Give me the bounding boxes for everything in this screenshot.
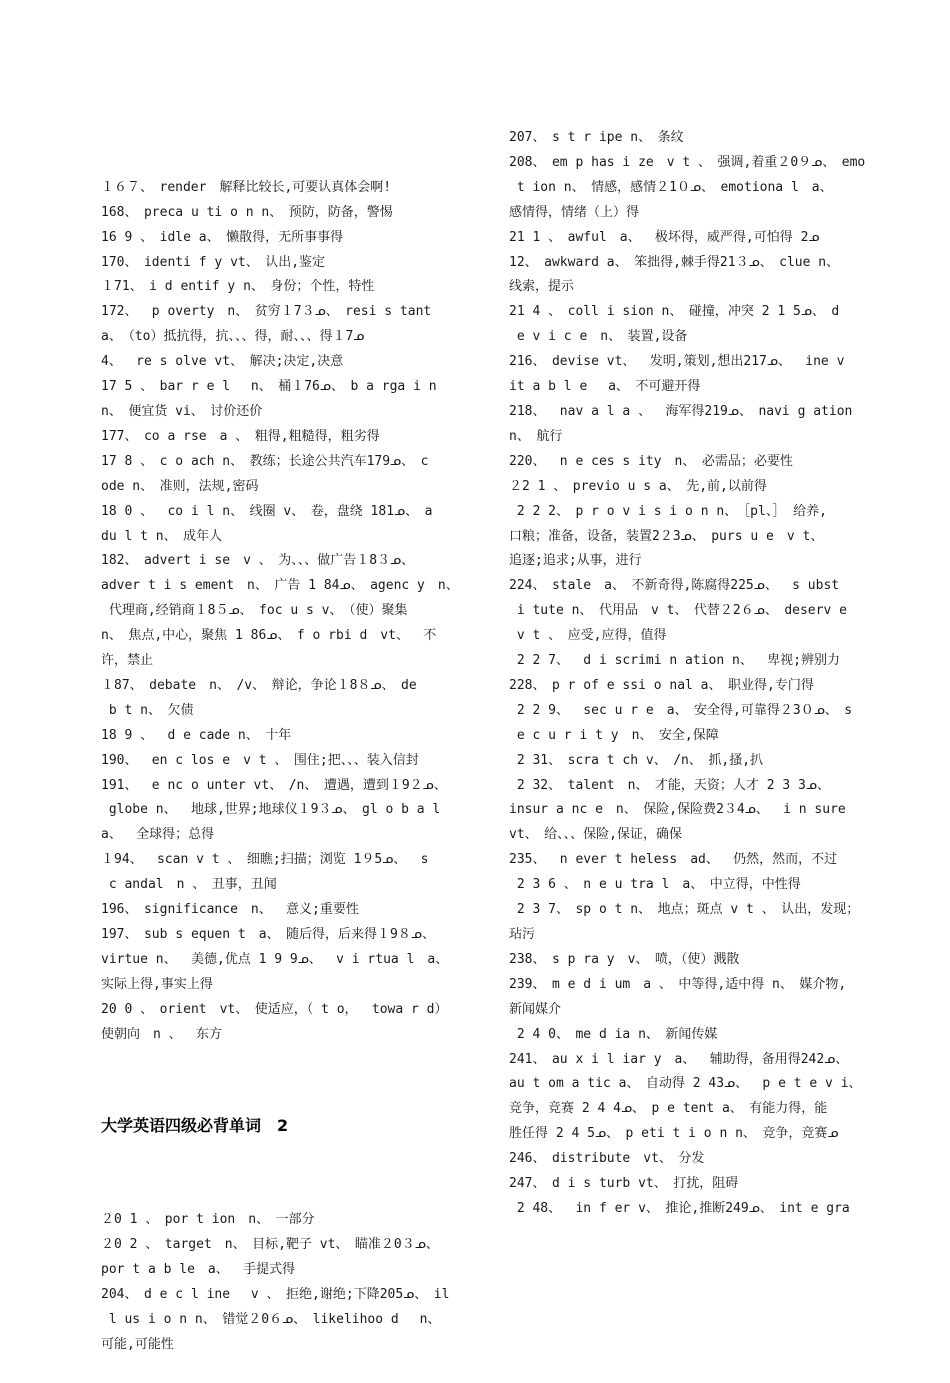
word-entry-line: 2 32、 talent n、 才能，天资；人才 2 3 3ᓄ、 xyxy=(509,777,830,793)
left-column xyxy=(101,126,487,1383)
word-entry-line: 线索，提示 xyxy=(509,279,575,295)
word-entry-line: 20 0 、 orient vt、 使适应，（ t o， towa r d） xyxy=(101,1001,448,1017)
word-entry-line: globe n、 地球,世界;地球仪１9３ᓄ、 gl o b a l xyxy=(101,802,441,818)
word-entry-line: adver t i s ement n、 广告 1 84ᓄ、 agenc y n、 xyxy=(101,578,459,594)
word-entry-line: ２0 2 、 target n、 目标,靶子 vt、 瞄准２0３ᓄ、 xyxy=(101,1237,439,1253)
word-entry-line: 216、 devise vt、 发明,策划,想出217ᓄ、 ine v xyxy=(509,354,845,370)
word-entry-line: 2 31、 scra t ch v、 /n、 抓,搔,扒 xyxy=(509,752,764,768)
word-entry-line: n、 焦点,中心，聚焦 1 86ᓄ、 f o rbi d vt、 不 xyxy=(101,628,437,644)
word-entry-line: １６７、 render 解释比较长,可要认真体会啊! xyxy=(101,179,392,195)
word-entry-line: 2 3 7、 sp o t n、 地点；斑点 v t 、 认出，发现； xyxy=(509,902,860,918)
word-entry-line: 168、 preca u ti o n n、 预防，防备，警惕 xyxy=(101,204,393,220)
word-entry-line: 代理商,经销商１8５ᓄ、 foc u s v、 （使）聚集 xyxy=(101,603,408,619)
word-entry-line: it a b l e a、 不可避开得 xyxy=(509,379,701,395)
word-entry-line: vt、 给、、、保险,保证，确保 xyxy=(509,827,682,843)
word-entry-line: ２0 1 、 por t ion n、 一部分 xyxy=(101,1212,315,1228)
left-entry-list xyxy=(101,176,487,1048)
word-entry-line: i tute n、 代用品 v t、 代替２2６ᓄ、 deserv e xyxy=(509,603,847,619)
word-entry-line: 可能,可能性 xyxy=(101,1336,174,1352)
word-entry-line: 228、 p r of e ssi o nal a、 职业得,专门得 xyxy=(509,677,814,693)
word-entry-line: 208、 em p has i ze v t 、 强调,着重２0９ᓄ、 emo xyxy=(509,154,866,170)
word-entry-line: １71、 i d entif y n、 身份；个性，特性 xyxy=(101,279,375,295)
word-entry-line: 使朝向 n 、 东方 xyxy=(101,1026,222,1042)
word-entry-line: virtue n、 美德,优点 1 9 9ᓄ、 v i rtua l a、 xyxy=(101,951,449,967)
word-entry-line: a、 全球得；总得 xyxy=(101,827,215,843)
word-entry-line: n、 便宜货 vi、 讨价还价 xyxy=(101,403,263,419)
word-entry-line: 247、 d i s turb vt、 打扰，阻碍 xyxy=(509,1176,739,1192)
word-entry-line: au t om a tic a、 自动得 2 43ᓄ、 p e t e v i、 xyxy=(509,1076,862,1092)
word-entry-line: 实际上得,事实上得 xyxy=(101,976,213,992)
word-entry-line: 玷污 xyxy=(509,927,536,942)
word-entry-line: 182、 advert i se v 、 为、、、做广告１8３ᓄ、 xyxy=(101,553,415,569)
word-entry-line: 4、 re s olve vt、 解决;决定,决意 xyxy=(101,354,344,370)
word-entry-line: 204、 d e c l ine v 、 拒绝,谢绝;下降205ᓄ、 il xyxy=(101,1286,450,1302)
word-entry-line: l us i o n n、 错觉２0６ᓄ、 likelihoo d n、 xyxy=(101,1311,441,1327)
word-entry-line: 246、 distribute vt、 分发 xyxy=(509,1151,705,1167)
word-entry-line: 18 0 、 co i l n、 线圈 v、 卷，盘绕 181ᓄ、 a xyxy=(101,503,433,519)
word-entry-line: 口粮；准备，设备，装置2２3ᓄ、 purs u e v t、 xyxy=(509,528,824,544)
word-entry-line: 191、 e nc o unter vt、 /n、 遭遇，遭到１9２ᓄ、 xyxy=(101,777,447,793)
right-column xyxy=(509,126,890,1222)
word-entry-line: 2 2 2、 p r o v i s i o n n、 ［pl、］ 给养, xyxy=(509,503,827,519)
word-entry-line: 239、 m e d i um a 、 中等得,适中得 n、 媒介物, xyxy=(509,976,847,992)
word-entry-line: e c u r i t y n、 安全,保障 xyxy=(509,727,719,743)
left-entry-list-continued xyxy=(101,1208,487,1357)
word-entry-line: 追逐;追求;从事，进行 xyxy=(509,553,642,569)
word-entry-line: 220、 n e ces s ity n、 必需品；必要性 xyxy=(509,453,793,469)
word-entry-line: 新闻媒介 xyxy=(509,1001,562,1017)
word-entry-line: 16 9 、 idle a、 懒散得，无所事事得 xyxy=(101,229,344,245)
word-entry-line: 许，禁止 xyxy=(101,653,154,669)
word-entry-line: 2 3 6 、 n e u tra l a、 中立得，中性得 xyxy=(509,877,801,893)
word-entry-line: 21 1 、 awful a、 极坏得，威严得,可怕得 2ᓄ xyxy=(509,229,820,245)
word-entry-line: 2 48、 in f er v、 推论,推断249ᓄ、 int e gra xyxy=(509,1200,850,1216)
word-entry-line: 177、 co a rse a 、 粗得,粗糙得，粗劣得 xyxy=(101,428,380,444)
word-entry-line: 224、 stale a、 不新奇得,陈腐得225ᓄ、 s ubst xyxy=(509,578,840,594)
word-entry-line: por t a b le a、 手提式得 xyxy=(101,1261,296,1277)
word-entry-line: 感情得，情绪（上）得 xyxy=(509,204,640,220)
word-entry-line: １87、 debate n、 /v、 辩论，争论１8８ᓄ、 de xyxy=(101,677,417,693)
word-entry-line: 18 9 、 d e cade n、 十年 xyxy=(101,727,292,743)
word-entry-line: 241、 au x i l iar y a、 辅助得，备用得242ᓄ、 xyxy=(509,1051,849,1067)
word-entry-line: du l t n、 成年人 xyxy=(101,528,223,544)
section-heading: 大学英语四级必背单词 2 xyxy=(101,1116,289,1136)
word-entry-line: 竞争，竞赛 2 4 4ᓄ、 p e tent a、 有能力得，能 xyxy=(509,1101,828,1117)
word-entry-line: 207、 s t r ipe n、 条纹 xyxy=(509,130,684,145)
word-entry-line: n、 航行 xyxy=(509,428,563,444)
word-entry-line: ２2 1 、 previo u s a、 先,前,以前得 xyxy=(509,478,767,494)
word-entry-line: 17 5 、 bar r e l n、 桶１76ᓄ、 b a rga i n xyxy=(101,379,437,395)
word-entry-line: c andal n 、 丑事，丑闻 xyxy=(101,877,277,893)
word-entry-line: 胜任得 2 4 5ᓄ、 p eti t i o n n、 竞争，竞赛ᓄ xyxy=(509,1126,839,1142)
word-entry-line: b t n、 欠债 xyxy=(101,702,194,718)
word-entry-line: 17 8 、 c o ach n、 教练；长途公共汽车179ᓄ、 c xyxy=(101,453,429,469)
word-entry-line: 172、 p overty n、 贫穷１7３ᓄ、 resi s tant xyxy=(101,304,432,320)
word-entry-line: e v i c e n、 装置,设备 xyxy=(509,329,688,345)
word-entry-line: 190、 en c los e v t 、 围住;把、、、装入信封 xyxy=(101,752,419,768)
word-entry-line: 238、 s p ra y v、 喷，（使）溅散 xyxy=(509,951,740,967)
word-entry-line: insur a nc e n、 保险,保险费2３4ᓄ、 i n sure xyxy=(509,802,846,818)
word-entry-line: 2 4 0、 me d ia n、 新闻传媒 xyxy=(509,1026,718,1042)
word-entry-line: 2 2 9、 sec u r e a、 安全得,可靠得２3０ᓄ、 s xyxy=(509,702,853,718)
word-entry-line: a、 （to）抵抗得，抗、、、得，耐、、、得１7ᓄ xyxy=(101,329,365,345)
word-entry-line: 2 2 7、 d i scrimi n ation n、 卑视;辨别力 xyxy=(509,653,840,669)
word-entry-line: 196、 significance n、 意义;重要性 xyxy=(101,902,359,918)
word-entry-line: 218、 nav a l a 、 海军得219ᓄ、 navi g ation xyxy=(509,403,853,419)
word-entry-line: １94、 scan v t 、 细瞧;扫描；浏览 1９5ᓄ、 s xyxy=(101,852,429,868)
word-entry-line: v t 、 应受,应得，值得 xyxy=(509,628,667,644)
word-entry-line: 21 4 、 coll i sion n、 碰撞，冲突 2 1 5ᓄ、 d xyxy=(509,304,840,320)
word-entry-line: 197、 sub s equen t a、 随后得，后来得１9８ᓄ、 xyxy=(101,927,435,942)
word-entry-line: t ion n、 情感，感情２1０ᓄ、 emotiona l a、 xyxy=(509,179,833,195)
word-entry-line: 235、 n ever t heless ad、 仍然，然而，不过 xyxy=(509,852,838,868)
word-entry-line: 170、 identi f y vt、 认出,鉴定 xyxy=(101,254,326,270)
word-entry-line: ode n、 准则，法规,密码 xyxy=(101,478,259,494)
word-entry-line: 12、 awkward a、 笨拙得,棘手得21３ᓄ、 clue n、 xyxy=(509,254,840,270)
